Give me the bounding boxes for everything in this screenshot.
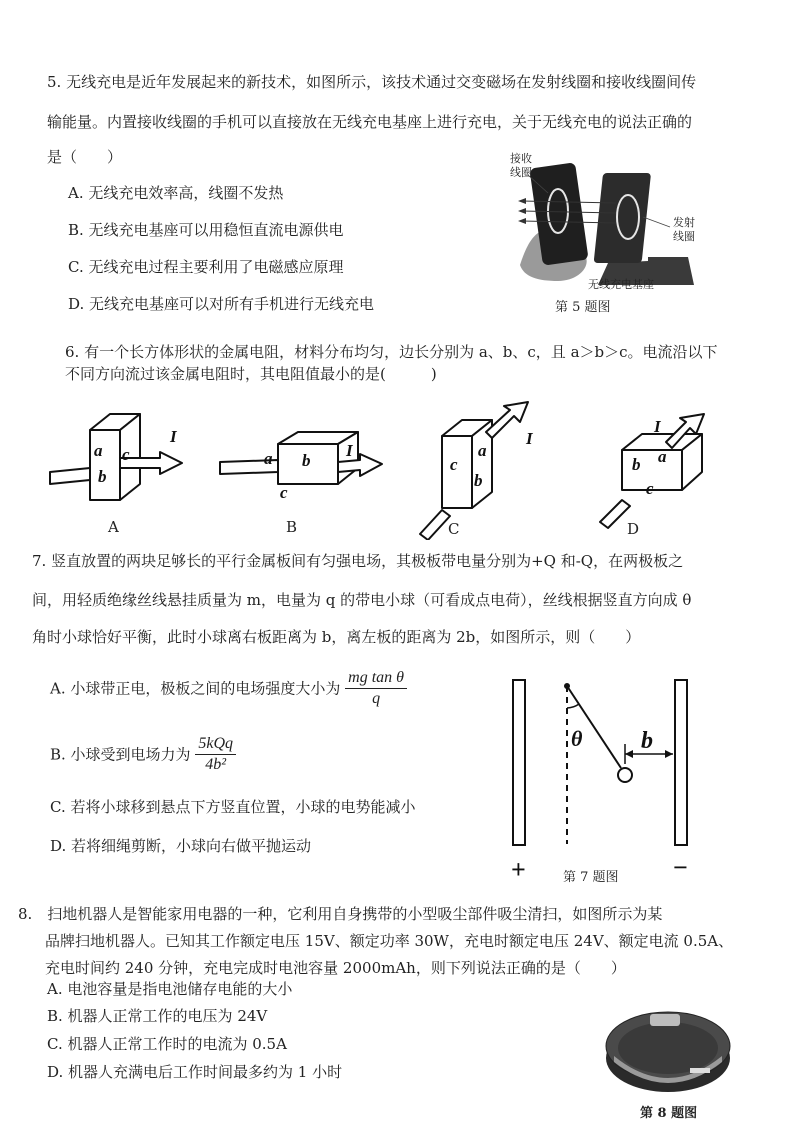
block-b-edge-a: a: [264, 449, 273, 468]
q7-option-a-denominator: q: [372, 690, 381, 707]
right-plate: [675, 680, 687, 845]
q7-option-b-numerator: 5kQq: [195, 734, 236, 755]
q6-stem-line-1: 6. 有一个长方体形状的金属电阻，材料分布均匀，边长分别为 a、b、c，且 a＞b＞c。电流沿以下: [65, 343, 718, 361]
q5-stem-line-3: 是（ ）: [47, 148, 123, 166]
q8-option-a: A. 电池容量是指电池储存电能的大小: [47, 980, 293, 998]
q8-figure-caption: 第 8 题图: [640, 1106, 698, 1121]
block-b-edge-b: b: [302, 451, 311, 470]
block-d-edge-c: c: [646, 479, 654, 498]
q6-choice-d: D: [627, 520, 640, 538]
charger-pad-shape: [594, 173, 651, 263]
q6-choice-a: A: [108, 518, 119, 536]
block-c-edge-b: b: [474, 471, 483, 490]
q7-stem-line-2: 间，用轻质绝缘丝线悬挂质量为 m，电量为 q 的带电小球（可看成点电荷），丝线根据竖直方向成 θ: [32, 591, 692, 609]
q7-option-a-text: A. 小球带正电，极板之间的电场强度大小为: [50, 679, 341, 698]
q5-option-c: C. 无线充电过程主要利用了电磁感应原理: [68, 258, 344, 276]
block-a-edge-b: b: [98, 467, 107, 486]
q5-base-label: 无线充电基座: [588, 278, 654, 291]
block-c-edge-a: a: [478, 441, 487, 460]
q7-option-b: [50, 734, 236, 775]
block-a-edge-a: a: [94, 441, 103, 460]
q7-option-b-text: B. 小球受到电场力为: [50, 745, 191, 764]
block-a-edge-c: c: [122, 445, 130, 464]
block-b-edge-c: c: [280, 483, 288, 502]
q7-stem-line-3: 角时小球恰好平衡，此时小球离右板距离为 b，离左板的距离为 2b，如图所示，则（ ）: [32, 628, 641, 646]
q7-figure-caption: 第 7 题图: [563, 870, 619, 885]
q8-stem-line-1: 8. 扫地机器人是智能家用电器的一种，它利用自身携带的小型吸尘部件吸尘清扫，如图所示为某: [18, 905, 663, 923]
theta-label: θ: [571, 726, 583, 751]
minus-sign: −: [673, 853, 688, 882]
q5-figure-caption: 第 5 题图: [555, 300, 611, 315]
q8-option-b: B. 机器人正常工作的电压为 24V: [47, 1007, 268, 1025]
q5-option-d: D. 无线充电基座可以对所有手机进行无线充电: [68, 295, 375, 313]
q8-option-d: D. 机器人充满电后工作时间最多约为 1 小时: [47, 1063, 343, 1081]
q6-choice-c: C: [448, 520, 460, 538]
q7-option-c: C. 若将小球移到悬点下方竖直位置，小球的电势能减小: [50, 798, 416, 816]
q6-stem-line-2: 不同方向流过该金属电阻时，其电阻值最小的是( ): [65, 365, 437, 383]
q5-stem-line-1: 5. 无线充电是近年发展起来的新技术，如图所示，该技术通过交变磁场在发射线圈和接收线圈间传: [47, 73, 697, 91]
q5-transmit-coil-label-2: 线圈: [673, 230, 695, 243]
q6-resistor-figures: [40, 400, 760, 540]
q5-transmit-coil-label-1: 发射: [673, 216, 695, 229]
q8-robot-vacuum-figure: [600, 996, 736, 1100]
q7-option-a: [50, 668, 407, 709]
q5-receive-coil-label-1: 接收: [510, 152, 532, 165]
block-d-edge-b: b: [632, 455, 641, 474]
q5-option-b: B. 无线充电基座可以用稳恒直流电源供电: [68, 221, 344, 239]
q7-plates-figure: [505, 672, 705, 887]
q5-option-a: A. 无线充电效率高，线圈不发热: [68, 184, 284, 202]
q7-option-d: D. 若将细绳剪断，小球向右做平抛运动: [50, 837, 312, 855]
block-a-current: I: [170, 427, 177, 446]
block-d-current: I: [654, 417, 661, 436]
q8-option-c: C. 机器人正常工作时的电流为 0.5A: [47, 1035, 287, 1053]
block-c-edge-c: c: [450, 455, 458, 474]
q8-stem-line-3: 充电时间约 240 分钟，充电完成时电池容量 2000mAh，则下列说法正确的是（ ）: [45, 959, 626, 977]
block-c-current: I: [526, 429, 533, 448]
q8-stem-line-2: 品牌扫地机器人。已知其工作额定电压 15V、额定功率 30W，充电时额定电压 24V、额定电流 0.5A、: [45, 932, 734, 950]
block-d-edge-a: a: [658, 447, 667, 466]
q7-option-a-fraction: [345, 668, 407, 709]
q7-stem-line-1: 7. 竖直放置的两块足够长的平行金属板间有匀强电场，其极板带电量分别为+Q 和-Q，在两极板之: [32, 552, 684, 570]
q6-choice-b: B: [286, 518, 298, 536]
distance-b-label: b: [641, 728, 653, 754]
q7-option-b-fraction: [195, 734, 236, 775]
q7-option-b-denominator: 4b²: [205, 756, 227, 773]
q5-stem-line-2: 输能量。内置接收线圈的手机可以直接放在无线充电基座上进行充电，关于无线充电的说法正确的: [47, 113, 693, 131]
q7-option-a-numerator: mg tan θ: [345, 668, 407, 689]
q5-receive-coil-label-2: 线圈: [510, 166, 532, 179]
robot-handle: [650, 1014, 680, 1026]
plus-sign: +: [511, 855, 526, 884]
charged-ball: [618, 768, 632, 782]
angle-arc: [567, 704, 579, 708]
block-b-current: I: [346, 441, 353, 460]
left-plate: [513, 680, 525, 845]
